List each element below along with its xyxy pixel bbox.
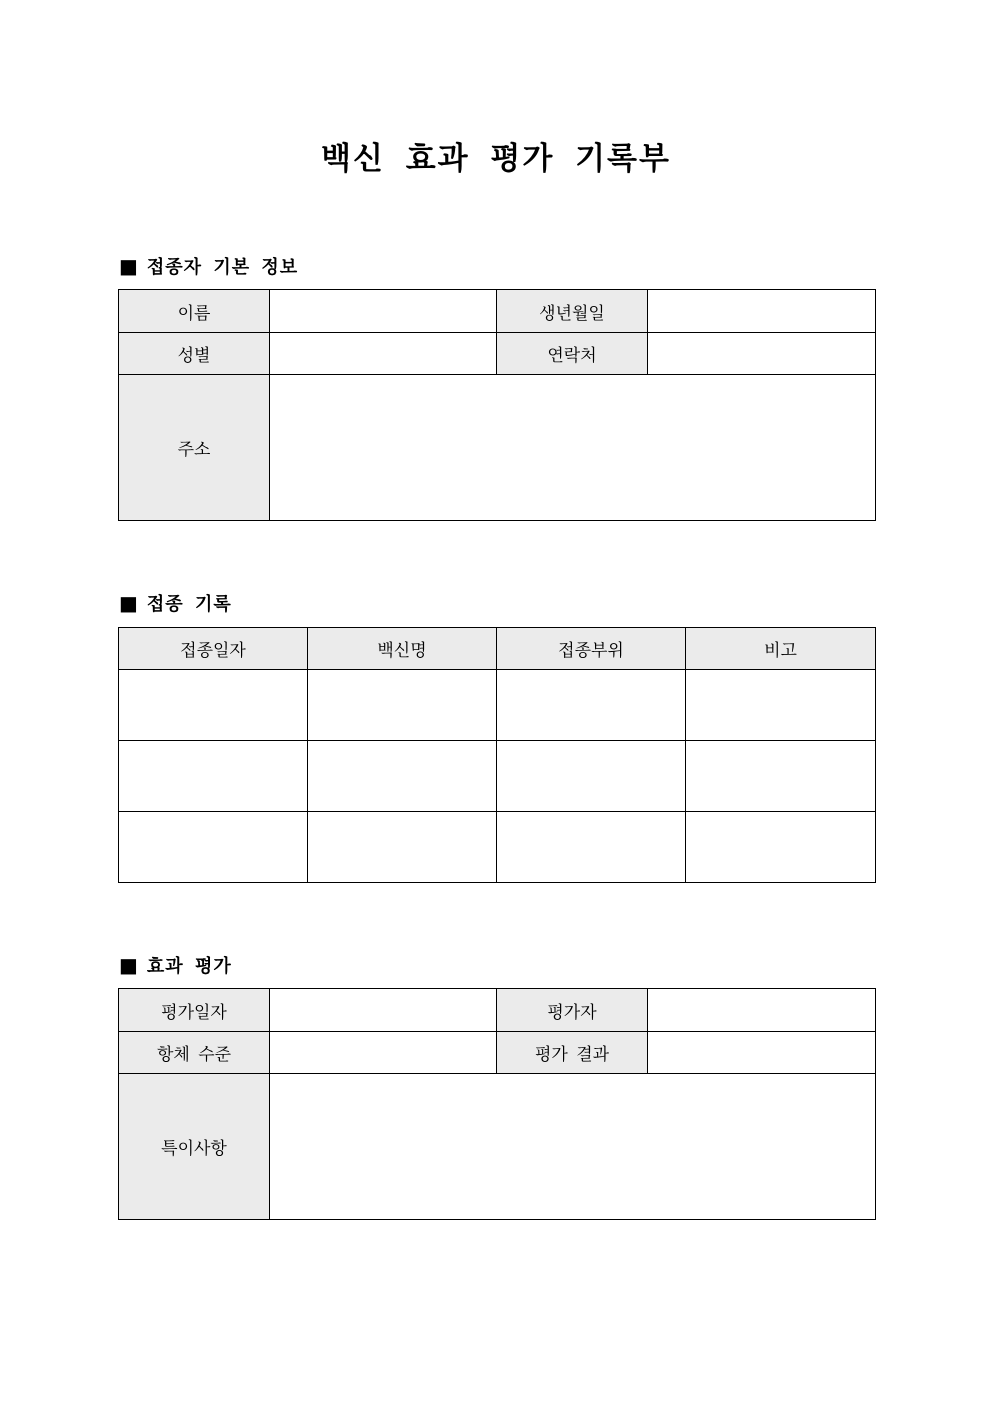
table-row: [119, 1032, 876, 1074]
section-heading-label: 접종 기록: [146, 594, 232, 615]
table-row: [119, 670, 876, 741]
vaccine-cell[interactable]: [308, 741, 497, 812]
gender-field[interactable]: [270, 333, 497, 375]
note-cell[interactable]: [686, 741, 876, 812]
column-header-vaccine: 백신명: [308, 628, 497, 670]
contact-field[interactable]: [648, 333, 876, 375]
table-row: [119, 375, 876, 521]
table-row: [119, 290, 876, 333]
note-cell[interactable]: [686, 812, 876, 883]
table-row: [119, 989, 876, 1032]
section-heading-label: 효과 평가: [146, 956, 232, 977]
evaluator-label: 평가자: [497, 989, 648, 1032]
contact-label: 연락처: [497, 333, 648, 375]
site-cell[interactable]: [497, 670, 686, 741]
evaluation-table: [118, 988, 876, 1220]
column-header-date: 접종일자: [119, 628, 308, 670]
birthdate-field[interactable]: [648, 290, 876, 333]
square-bullet-icon: ■: [119, 591, 139, 615]
page-title: 백신 효과 평가 기록부: [321, 141, 671, 177]
remarks-field[interactable]: [270, 1074, 876, 1220]
eval-result-field[interactable]: [648, 1032, 876, 1074]
eval-date-label: 평가일자: [119, 989, 270, 1032]
column-header-site: 접종부위: [497, 628, 686, 670]
eval-result-label: 평가 결과: [497, 1032, 648, 1074]
note-cell[interactable]: [686, 670, 876, 741]
remarks-label: 특이사항: [119, 1074, 270, 1220]
square-bullet-icon: ■: [119, 254, 139, 278]
antibody-level-field[interactable]: [270, 1032, 497, 1074]
table-header-row: [119, 628, 876, 670]
section-heading-vaccination-record: [119, 590, 232, 616]
date-cell[interactable]: [119, 741, 308, 812]
address-field[interactable]: [270, 375, 876, 521]
site-cell[interactable]: [497, 812, 686, 883]
site-cell[interactable]: [497, 741, 686, 812]
vaccination-record-table: [118, 627, 876, 883]
table-row: [119, 333, 876, 375]
basic-info-table: [118, 289, 876, 521]
square-bullet-icon: ■: [119, 953, 139, 977]
name-label: 이름: [119, 290, 270, 333]
table-row: [119, 812, 876, 883]
gender-label: 성별: [119, 333, 270, 375]
address-label: 주소: [119, 375, 270, 521]
section-heading-evaluation: [119, 952, 232, 978]
eval-date-field[interactable]: [270, 989, 497, 1032]
column-header-note: 비고: [686, 628, 876, 670]
name-field[interactable]: [270, 290, 497, 333]
antibody-level-label: 항체 수준: [119, 1032, 270, 1074]
vaccine-cell[interactable]: [308, 812, 497, 883]
evaluator-field[interactable]: [648, 989, 876, 1032]
birthdate-label: 생년월일: [497, 290, 648, 333]
date-cell[interactable]: [119, 670, 308, 741]
section-heading-label: 접종자 기본 정보: [146, 257, 299, 278]
date-cell[interactable]: [119, 812, 308, 883]
table-row: [119, 1074, 876, 1220]
vaccine-cell[interactable]: [308, 670, 497, 741]
section-heading-basic-info: [119, 253, 298, 279]
table-row: [119, 741, 876, 812]
